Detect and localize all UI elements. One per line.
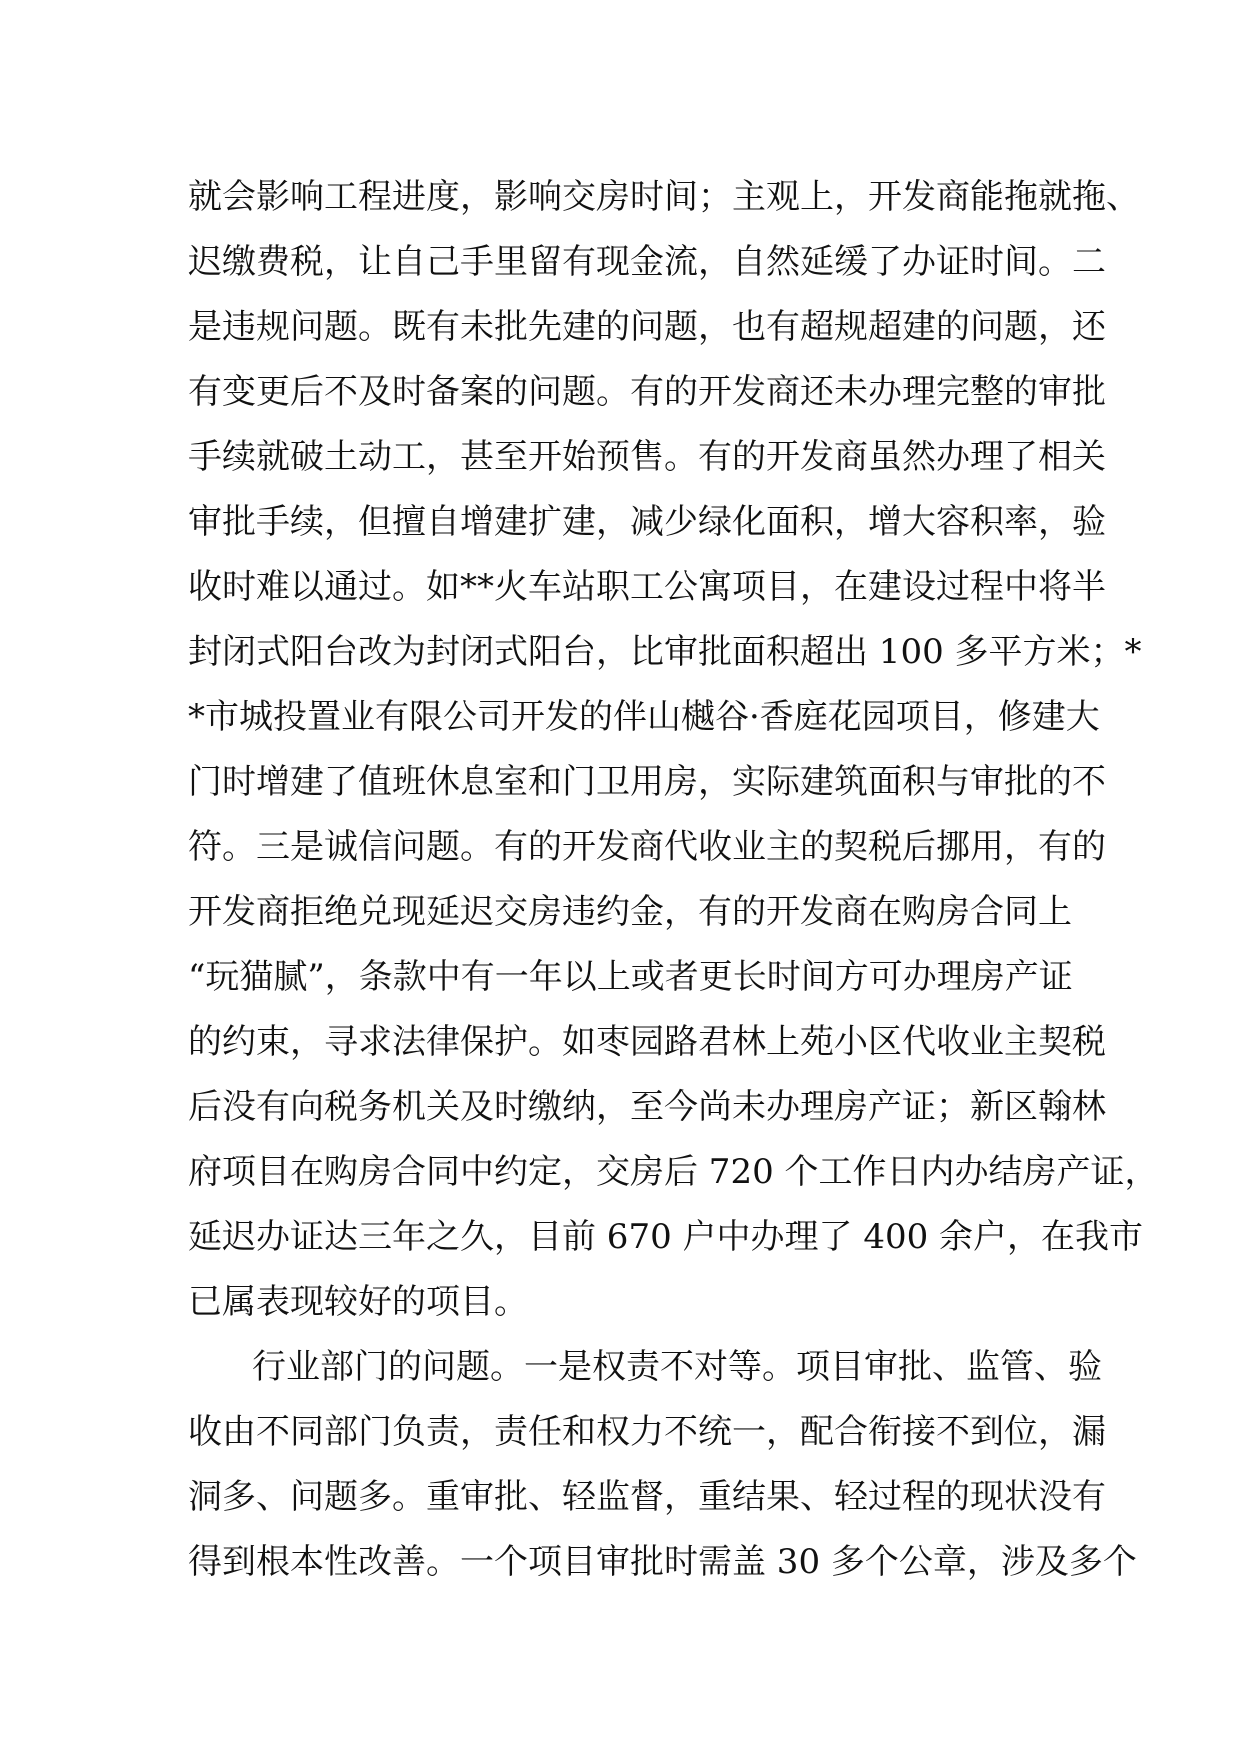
- text-line-5: 手续就破土动工，甚至开始预售。有的开发商虽然办理了相关: [188, 437, 1106, 477]
- text-line-1: 就会影响工程进度，影响交房时间；主观上，开发商能拖就拖、: [188, 177, 1140, 217]
- text-line-19: 行业部门的问题。一是权责不对等。项目审批、监管、验: [252, 1347, 1102, 1387]
- text-line-9: *市城投置业有限公司开发的伴山樾谷·香庭花园项目，修建大: [188, 697, 1100, 737]
- text-line-11: 符。三是诚信问题。有的开发商代收业主的契税后挪用，有的: [188, 827, 1106, 867]
- text-line-20: 收由不同部门负责，责任和权力不统一，配合衔接不到位，漏: [188, 1412, 1106, 1452]
- text-line-16: 府项目在购房合同中约定，交房后 720 个工作日内办结房产证，: [188, 1152, 1159, 1192]
- text-line-2: 迟缴费税，让自己手里留有现金流，自然延缓了办证时间。二: [188, 242, 1106, 282]
- text-line-8: 封闭式阳台改为封闭式阳台，比审批面积超出 100 多平方米；*: [188, 632, 1142, 672]
- text-line-10: 门时增建了值班休息室和门卫用房，实际建筑面积与审批的不: [188, 762, 1106, 802]
- text-line-15: 后没有向税务机关及时缴纳，至今尚未办理房产证；新区翰林: [188, 1087, 1106, 1127]
- text-line-12: 开发商拒绝兑现延迟交房违约金，有的开发商在购房合同上: [188, 892, 1072, 932]
- body-text: [188, 165, 1159, 1595]
- text-line-7: 收时难以通过。如**火车站职工公寓项目，在建设过程中将半: [188, 567, 1106, 607]
- text-line-18: 已属表现较好的项目。: [188, 1282, 528, 1322]
- text-line-13: “玩猫腻”，条款中有一年以上或者更长时间方可办理房产证: [188, 957, 1073, 997]
- text-line-6: 审批手续，但擅自增建扩建，减少绿化面积，增大容积率，验: [188, 502, 1106, 542]
- text-line-4: 有变更后不及时备案的问题。有的开发商还未办理完整的审批: [188, 372, 1106, 412]
- text-line-14: 的约束，寻求法律保护。如枣园路君林上苑小区代收业主契税: [188, 1022, 1106, 1062]
- text-line-21: 洞多、问题多。重审批、轻监督，重结果、轻过程的现状没有: [188, 1477, 1106, 1517]
- text-line-17: 延迟办证达三年之久，目前 670 户中办理了 400 余户，在我市: [188, 1217, 1144, 1257]
- text-line-22: 得到根本性改善。一个项目审批时需盖 30 多个公章，涉及多个: [188, 1542, 1137, 1582]
- text-line-3: 是违规问题。既有未批先建的问题，也有超规超建的问题，还: [188, 307, 1106, 347]
